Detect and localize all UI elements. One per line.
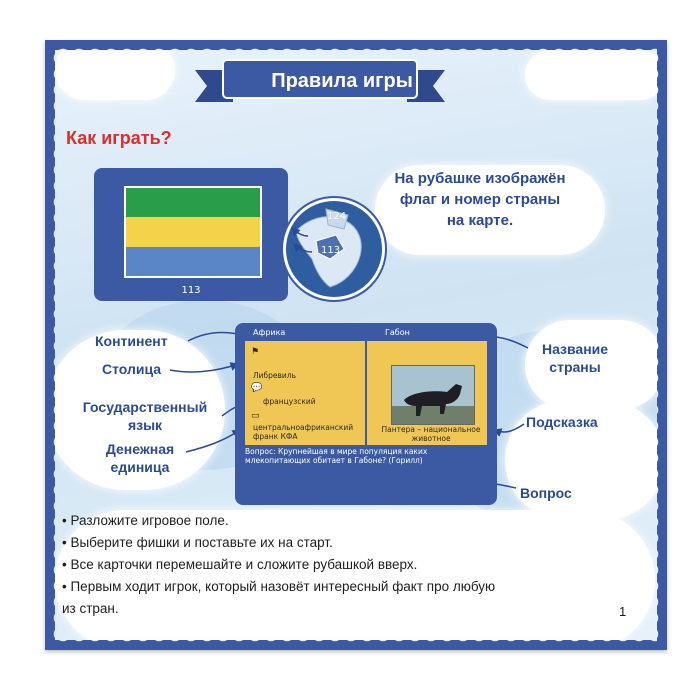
card-capital: Либревиль bbox=[253, 371, 297, 380]
flag-stripe-blue bbox=[126, 247, 260, 276]
label-question: Вопрос bbox=[520, 485, 572, 501]
banknote-icon: ▭ bbox=[251, 411, 260, 421]
label-state-language: Государственный язык bbox=[82, 399, 208, 433]
card-currency: центральноафриканский франк КФА bbox=[253, 423, 354, 441]
page-number: 1 bbox=[619, 604, 627, 619]
flag-pin-icon: ⚑ bbox=[251, 347, 260, 357]
globe-number-top: 124 bbox=[327, 211, 347, 222]
card-continent: Африка bbox=[253, 328, 286, 337]
gabon-flag bbox=[124, 186, 262, 278]
label-continent: Континент bbox=[95, 333, 168, 349]
label-currency: Денежная единица bbox=[105, 441, 175, 475]
speech-bubble-icon: 💬 bbox=[251, 383, 263, 393]
cloud bbox=[55, 50, 175, 100]
flag-stripe-green bbox=[126, 188, 260, 217]
card-country: Габон bbox=[385, 328, 410, 337]
card-question: Вопрос: Крупнейшая в мире популяция каких млекопитающих обитает в Габоне? (Горилл) bbox=[245, 447, 428, 465]
rule-item: • Выберите фишки и поставьте их на старт. bbox=[62, 535, 333, 550]
cloud bbox=[525, 50, 657, 100]
flag-stripe-yellow bbox=[126, 217, 260, 246]
label-capital: Столица bbox=[102, 361, 162, 377]
rule-item: • Разложите игровое поле. bbox=[62, 513, 229, 528]
panther-illustration bbox=[392, 366, 474, 424]
card-back-example bbox=[94, 168, 288, 301]
rule-item-continuation: из стран. bbox=[62, 601, 119, 616]
card-body bbox=[245, 341, 487, 445]
rule-item: • Первым ходит игрок, который назовёт интересный факт про любую bbox=[62, 579, 496, 594]
label-hint: Подсказка bbox=[526, 414, 598, 430]
card-language: французский bbox=[263, 397, 316, 406]
page-title: Правила игры bbox=[271, 70, 413, 92]
country-card-example bbox=[235, 323, 497, 505]
rule-item: • Все карточки перемешайте и сложите рубашкой вверх. bbox=[62, 557, 418, 572]
card-divider bbox=[365, 341, 367, 445]
globe-map bbox=[283, 198, 385, 300]
rules-list bbox=[62, 510, 622, 620]
label-country-name: Название страны bbox=[541, 341, 609, 375]
panther-photo bbox=[391, 365, 475, 425]
how-to-play-heading: Как играть? bbox=[66, 128, 172, 148]
country-number: 113 bbox=[181, 285, 201, 296]
globe-number-center: 113 bbox=[321, 245, 341, 256]
card-photo-caption: Пантера – национальное животное bbox=[381, 425, 481, 443]
card-back-note: На рубашке изображён флаг и номер страны на карте. bbox=[394, 170, 566, 229]
